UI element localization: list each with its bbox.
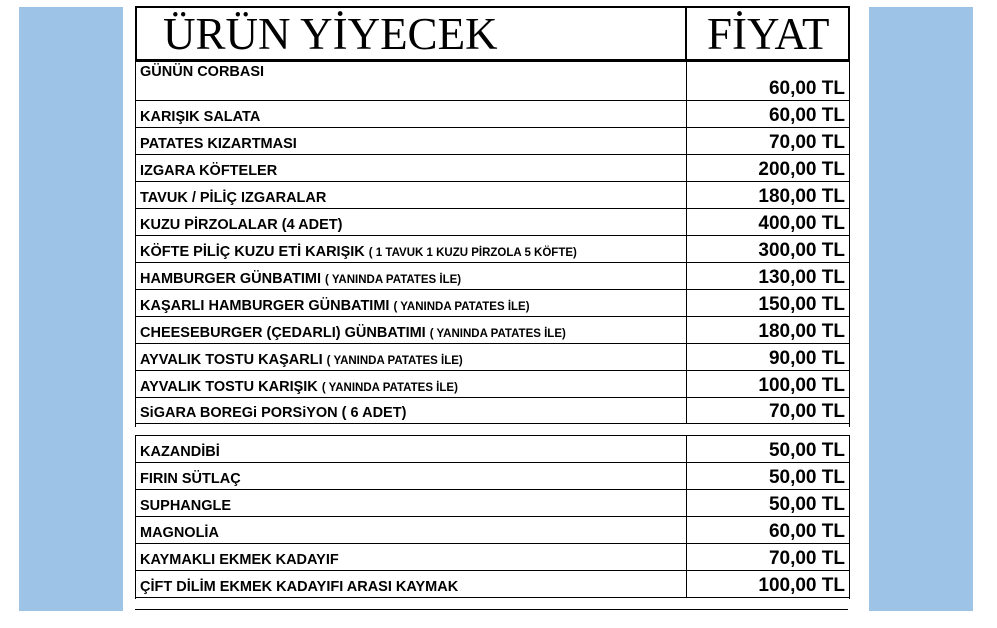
- header-divider: [685, 8, 687, 59]
- bottom-rule: [135, 609, 848, 610]
- menu-item-row: [136, 543, 849, 570]
- menu-item-title: KAŞARLI HAMBURGER GÜNBATIMI: [140, 298, 394, 314]
- menu-item-note: ( YANINDA PATATES İLE): [321, 382, 458, 394]
- menu-item-name: [140, 298, 530, 314]
- menu-item-price: 180,00 TL: [758, 186, 845, 207]
- header-title: ÜRÜN YİYECEK: [163, 9, 498, 59]
- menu-item-name: [140, 190, 326, 206]
- menu-item-row: [136, 370, 849, 397]
- menu-item-row: [136, 100, 849, 127]
- menu-item-title: HAMBURGER GÜNBATIMI: [140, 271, 325, 287]
- menu-item-price: 100,00 TL: [758, 575, 845, 596]
- menu-item-title: KUZU PİRZOLALAR (4 ADET): [140, 217, 343, 233]
- menu-item-price: 90,00 TL: [768, 348, 845, 369]
- menu-item-price: 130,00 TL: [758, 267, 845, 288]
- menu-item-note: ( YANINDA PATATES İLE): [429, 328, 566, 340]
- menu-item-row: [136, 343, 849, 370]
- desserts-section: [135, 435, 850, 599]
- menu-item-name: [140, 352, 463, 368]
- menu-item-row: [136, 289, 849, 316]
- menu-item-price: 400,00 TL: [758, 213, 845, 234]
- menu-item-name: [140, 244, 577, 260]
- menu-header: [135, 6, 850, 61]
- menu-item-price: 50,00 TL: [768, 440, 845, 461]
- menu-item-price: 50,00 TL: [768, 494, 845, 515]
- menu-item-row: [136, 235, 849, 262]
- menu-item-title: KAZANDİBİ: [140, 444, 220, 460]
- menu-item-title: PATATES KIZARTMASI: [140, 136, 297, 152]
- menu-item-row: [136, 397, 849, 424]
- menu-item-name: [140, 471, 241, 487]
- menu-item-price: 60,00 TL: [768, 78, 845, 99]
- menu-item-name: [140, 579, 458, 595]
- column-divider: [686, 317, 687, 343]
- menu-item-price: 70,00 TL: [768, 132, 845, 153]
- menu-item-title: GÜNÜN CORBASI: [140, 64, 265, 80]
- column-divider: [686, 101, 687, 127]
- column-divider: [686, 517, 687, 543]
- menu-item-title: MAGNOLİA: [140, 525, 219, 541]
- menu-item-note: ( YANINDA PATATES İLE): [326, 355, 463, 367]
- menu-item-name: [140, 271, 461, 287]
- menu-item-title: KARIŞIK SALATA: [140, 109, 261, 125]
- menu-item-name: [140, 444, 220, 460]
- menu-item-title: FIRIN SÜTLAÇ: [140, 471, 241, 487]
- menu-item-note: ( YANINDA PATATES İLE): [325, 274, 462, 286]
- right-side-panel: [869, 7, 973, 611]
- menu-item-row: [136, 462, 849, 489]
- menu-item-row: [136, 489, 849, 516]
- menu-item-price: 60,00 TL: [768, 105, 845, 126]
- left-side-panel: [19, 7, 123, 611]
- menu-item-row: [136, 516, 849, 543]
- column-divider: [686, 263, 687, 289]
- menu-item-row: [136, 181, 849, 208]
- column-divider: [686, 236, 687, 262]
- menu-item-name: [140, 325, 566, 341]
- menu-item-price: 150,00 TL: [758, 294, 845, 315]
- column-divider: [686, 344, 687, 370]
- menu-item-title: SiGARA BOREGi PORSiYON ( 6 ADET): [140, 405, 407, 421]
- column-divider: [686, 371, 687, 397]
- menu-item-title: KAYMAKLI EKMEK KADAYIF: [140, 552, 339, 568]
- menu-item-name: [140, 379, 458, 395]
- menu-item-row: [136, 154, 849, 181]
- column-divider: [686, 490, 687, 516]
- menu-item-price: 200,00 TL: [758, 159, 845, 180]
- menu-item-row: [136, 262, 849, 289]
- menu-item-price: 50,00 TL: [768, 467, 845, 488]
- menu-item-title: IZGARA KÖFTELER: [140, 163, 278, 179]
- menu-item-title: ÇİFT DİLİM EKMEK KADAYIFI ARASI KAYMAK: [140, 579, 459, 595]
- column-divider: [686, 398, 687, 423]
- menu-item-title: TAVUK / PİLİÇ IZGARALAR: [140, 190, 327, 206]
- mains-section: [135, 61, 850, 427]
- menu-item-note: ( YANINDA PATATES İLE): [393, 301, 530, 313]
- menu-item-title: AYVALIK TOSTU KAŞARLI: [140, 352, 327, 368]
- menu-item-row: [136, 127, 849, 154]
- menu-item-row: [136, 316, 849, 343]
- menu-item-price: 60,00 TL: [768, 521, 845, 542]
- menu-item-price: 100,00 TL: [758, 375, 845, 396]
- menu-item-price: 70,00 TL: [768, 548, 845, 569]
- menu-item-row: [136, 435, 849, 462]
- menu-item-name: [140, 136, 297, 152]
- menu-item-title: SUPHANGLE: [140, 498, 232, 514]
- menu-item-price: 70,00 TL: [768, 401, 845, 422]
- menu-item-name: [140, 498, 231, 514]
- menu-item-name: [140, 217, 342, 233]
- menu-item-note: ( 1 TAVUK 1 KUZU PİRZOLA 5 KÖFTE): [368, 247, 577, 259]
- column-divider: [686, 571, 687, 597]
- column-divider: [686, 62, 687, 100]
- column-divider: [686, 463, 687, 489]
- column-divider: [686, 544, 687, 570]
- menu-item-title: AYVALIK TOSTU KARIŞIK: [140, 379, 322, 395]
- column-divider: [686, 155, 687, 181]
- menu-item-row: [136, 208, 849, 235]
- menu-item-name: [140, 552, 339, 568]
- menu-item-name: [140, 525, 219, 541]
- column-divider: [686, 436, 687, 462]
- header-price-label: FİYAT: [707, 9, 830, 59]
- menu-item-name: [140, 405, 406, 421]
- menu-item-name: [140, 163, 277, 179]
- column-divider: [686, 128, 687, 154]
- column-divider: [686, 209, 687, 235]
- menu-item-row: [136, 570, 849, 598]
- menu-item-name: [140, 64, 264, 80]
- menu-item-title: CHEESEBURGER (ÇEDARLI) GÜNBATIMI: [140, 325, 430, 341]
- menu-item-name: [140, 109, 260, 125]
- column-divider: [686, 182, 687, 208]
- menu-item-row: [136, 61, 849, 100]
- menu-item-price: 180,00 TL: [758, 321, 845, 342]
- menu-item-price: 300,00 TL: [758, 240, 845, 261]
- menu-item-title: KÖFTE PİLİÇ KUZU ETİ KARIŞIK: [140, 244, 369, 260]
- column-divider: [686, 290, 687, 316]
